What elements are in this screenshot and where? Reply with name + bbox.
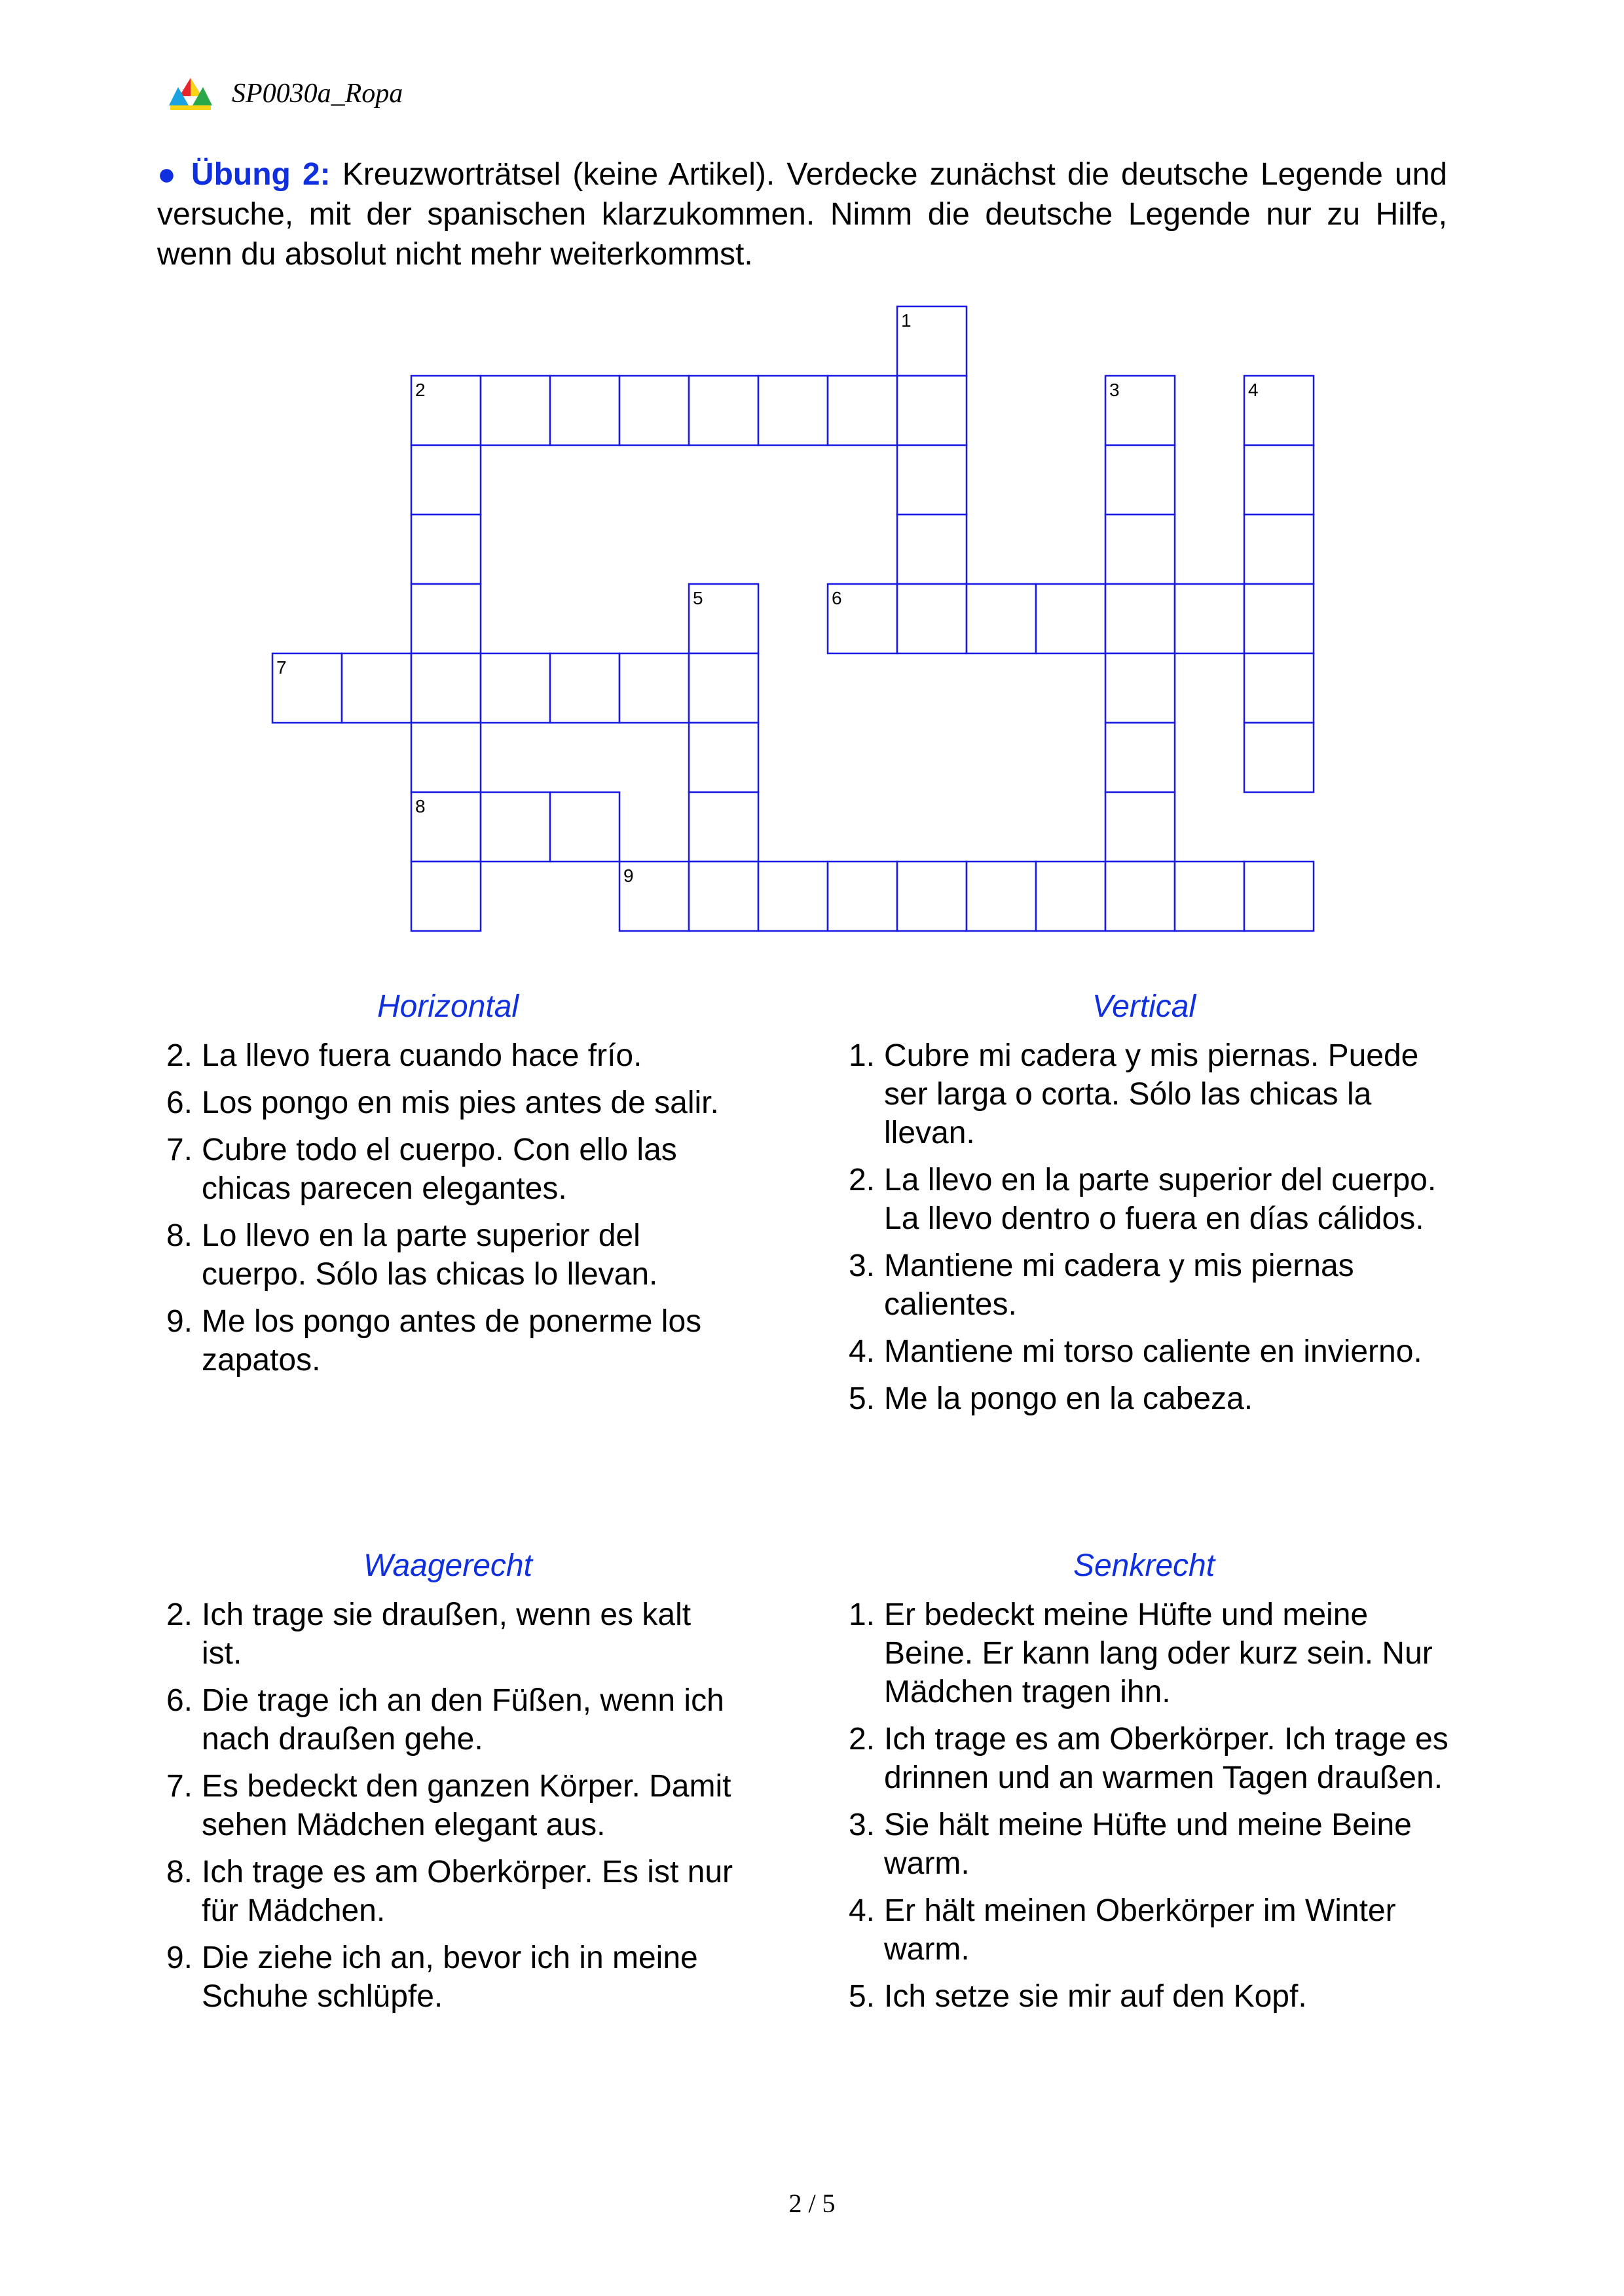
document-code: SP0030a_Ropa: [232, 79, 403, 109]
clue-number: 6.: [166, 1683, 193, 1718]
section-heading: Horizontal: [377, 989, 519, 1024]
clue-text: Er bedeckt meine Hüfte und meine Beine. Er kann lang oder kurz sein. Nur Mädchen tragen ihn.: [884, 1597, 1433, 1709]
clue-number: 2.: [166, 1597, 193, 1632]
clue-number: 4.: [848, 1334, 875, 1369]
clue-list: [157, 1595, 739, 2016]
crossword-cell[interactable]: [828, 376, 897, 445]
clue-item: [840, 1379, 1449, 1418]
exercise-instructions: [157, 155, 1447, 274]
bullet: ●: [157, 157, 179, 192]
crossword-cell[interactable]: [1105, 376, 1175, 445]
clue-number: 9.: [166, 1304, 193, 1339]
clue-number: 9.: [166, 1941, 193, 1975]
clue-text: Mantiene mi cadera y mis piernas calientes.: [884, 1248, 1354, 1322]
clue-number-label: 7: [276, 657, 287, 678]
crossword-cell[interactable]: [758, 862, 828, 931]
crossword-cell[interactable]: [1244, 515, 1314, 584]
crossword-cell[interactable]: [481, 376, 550, 445]
crossword-cell[interactable]: [1105, 584, 1175, 653]
crossword-cell[interactable]: [689, 584, 758, 653]
clue-text: Me los pongo antes de ponerme los zapatos.: [202, 1304, 702, 1377]
colorful-pyramids-logo-icon: [169, 77, 212, 111]
section-heading: Waagerecht: [363, 1548, 532, 1583]
clue-number: 2.: [848, 1722, 875, 1757]
clue-text: Me la pongo en la cabeza.: [884, 1381, 1253, 1416]
clue-text: Ich trage es am Oberkörper. Es ist nur für Mädchen.: [202, 1855, 733, 1928]
clue-item: [157, 1853, 739, 1930]
crossword-cell[interactable]: [967, 862, 1036, 931]
clue-text: Die ziehe ich an, bevor ich in meine Schuhe schlüpfe.: [202, 1941, 698, 2014]
clue-item: [840, 1161, 1449, 1238]
crossword-cell[interactable]: [619, 376, 689, 445]
crossword-cell[interactable]: [411, 862, 481, 931]
crossword-cell[interactable]: [481, 653, 550, 723]
crossword-cell[interactable]: [550, 792, 619, 862]
clue-item: [157, 1302, 739, 1379]
crossword-cell[interactable]: [689, 862, 758, 931]
clue-number: 7.: [166, 1769, 193, 1804]
instructions-text: Kreuzworträtsel (keine Artikel). Verdecke zunächst die deutsche Legende und versuche, mit der spanischen klarzukommen. Nimm die deutsche Legende nur zu Hilfe, wenn du absolut nicht mehr weiterkommst.: [157, 157, 1447, 272]
clue-item: [840, 1720, 1449, 1797]
clue-text: Ich trage sie draußen, wenn es kalt ist.: [202, 1597, 692, 1671]
crossword-cell[interactable]: [272, 653, 342, 723]
clue-text: La llevo en la parte superior del cuerpo. La llevo dentro o fuera en días cálidos.: [884, 1163, 1437, 1236]
crossword-cell[interactable]: [1244, 862, 1314, 931]
clue-list: [840, 1595, 1449, 2016]
crossword-cell[interactable]: [897, 376, 967, 445]
clue-number: 6.: [166, 1085, 193, 1120]
crossword-cell[interactable]: [1105, 862, 1175, 931]
section-heading: Senkrecht: [1073, 1548, 1215, 1583]
clue-text: Die trage ich an den Füßen, wenn ich nach draußen gehe.: [202, 1683, 724, 1757]
clue-number-label: 3: [1109, 380, 1120, 400]
clue-item: [157, 1216, 739, 1294]
clue-text: La llevo fuera cuando hace frío.: [202, 1038, 642, 1073]
page-number: 2 / 5: [788, 2189, 836, 2218]
crossword-cell[interactable]: [411, 584, 481, 653]
clue-number: 1.: [848, 1597, 875, 1632]
spanish-vertical-clues: [840, 987, 1449, 1427]
clue-number: 3.: [848, 1248, 875, 1283]
clue-number: 7.: [166, 1133, 193, 1167]
clue-text: Cubre todo el cuerpo. Con ello las chicas parecen elegantes.: [202, 1133, 677, 1206]
clue-item: [840, 1332, 1449, 1371]
crossword-cell[interactable]: [619, 862, 689, 931]
crossword-cell[interactable]: [828, 862, 897, 931]
clue-number-label: 9: [623, 866, 634, 886]
crossword-cell[interactable]: [967, 584, 1036, 653]
clue-text: Cubre mi cadera y mis piernas. Puede ser larga o corta. Sólo las chicas la llevan.: [884, 1038, 1419, 1150]
clue-item: [157, 1084, 739, 1122]
crossword-cell[interactable]: [897, 515, 967, 584]
crossword-cell[interactable]: [1244, 723, 1314, 792]
crossword-cell[interactable]: [481, 792, 550, 862]
clue-number: 2.: [848, 1163, 875, 1197]
clue-text: Lo llevo en la parte superior del cuerpo. Sólo las chicas lo llevan.: [202, 1218, 658, 1292]
crossword-cell[interactable]: [897, 584, 967, 653]
crossword-cell[interactable]: [689, 653, 758, 723]
crossword-cell[interactable]: [689, 792, 758, 862]
clue-text: Ich setze sie mir auf den Kopf.: [884, 1979, 1307, 2014]
crossword-cell[interactable]: [828, 584, 897, 653]
crossword-cell[interactable]: [411, 653, 481, 723]
crossword-cell[interactable]: [1036, 584, 1105, 653]
clue-item: [157, 1681, 739, 1758]
crossword-cell[interactable]: [758, 376, 828, 445]
clue-number: 5.: [848, 1381, 875, 1416]
crossword-cell[interactable]: [689, 723, 758, 792]
exercise-label: Übung 2:: [191, 157, 331, 192]
crossword-cell[interactable]: [1175, 584, 1244, 653]
crossword-cell[interactable]: [689, 376, 758, 445]
crossword-cell[interactable]: [411, 445, 481, 515]
section-heading: Vertical: [1092, 989, 1196, 1024]
clue-item: [840, 1806, 1449, 1883]
clue-number: 5.: [848, 1979, 875, 2014]
crossword-cell[interactable]: [1036, 862, 1105, 931]
clue-text: Es bedeckt den ganzen Körper. Damit sehen Mädchen elegant aus.: [202, 1769, 731, 1842]
crossword-cell[interactable]: [411, 376, 481, 445]
clue-text: Sie hält meine Hüfte und meine Beine warm.: [884, 1808, 1412, 1881]
clue-number-label: 4: [1248, 380, 1259, 400]
clue-number-label: 8: [415, 796, 426, 816]
crossword-cell[interactable]: [1244, 376, 1314, 445]
clue-number: 1.: [848, 1038, 875, 1073]
german-horizontal-clues: [157, 1546, 739, 2024]
clue-text: Er hält meinen Oberkörper im Winter warm.: [884, 1893, 1396, 1967]
clue-item: [840, 1247, 1449, 1324]
clue-text: Mantiene mi torso caliente en invierno.: [884, 1334, 1422, 1369]
clue-list: [840, 1036, 1449, 1418]
clue-number-label: 1: [901, 310, 912, 331]
crossword-cell[interactable]: [550, 653, 619, 723]
crossword-cell[interactable]: [897, 306, 967, 376]
clue-item: [157, 1767, 739, 1844]
crossword-cell[interactable]: [1175, 862, 1244, 931]
crossword-cell[interactable]: [897, 862, 967, 931]
crossword-cell[interactable]: [411, 792, 481, 862]
crossword-cell[interactable]: [411, 723, 481, 792]
crossword-cell[interactable]: [342, 653, 411, 723]
german-vertical-clues: [840, 1546, 1449, 2024]
spanish-horizontal-clues: [157, 987, 739, 1388]
clue-text: Ich trage es am Oberkörper. Ich trage es drinnen und an warmen Tagen draußen.: [884, 1722, 1449, 1795]
crossword-cell[interactable]: [1105, 653, 1175, 723]
clue-number: 3.: [848, 1808, 875, 1842]
clue-item: [157, 1939, 739, 2016]
crossword-cell[interactable]: [1105, 723, 1175, 792]
crossword-cell[interactable]: [1105, 515, 1175, 584]
clue-item: [157, 1131, 739, 1208]
clue-number: 8.: [166, 1855, 193, 1889]
crossword-cell[interactable]: [1244, 445, 1314, 515]
clue-item: [840, 1036, 1449, 1152]
crossword-cell[interactable]: [897, 445, 967, 515]
clue-item: [840, 1977, 1449, 2016]
page-header: [169, 71, 403, 117]
clue-text: Los pongo en mis pies antes de salir.: [202, 1085, 719, 1120]
clue-item: [840, 1891, 1449, 1969]
crossword-cell[interactable]: [1244, 584, 1314, 653]
crossword-cell[interactable]: [1105, 445, 1175, 515]
clue-item: [157, 1595, 739, 1673]
clue-number: 2.: [166, 1038, 193, 1073]
crossword-cell[interactable]: [550, 376, 619, 445]
crossword-cell[interactable]: [619, 653, 689, 723]
clue-list: [157, 1036, 739, 1379]
clue-number-label: 6: [832, 588, 842, 608]
clue-item: [840, 1595, 1449, 1711]
clue-number: 4.: [848, 1893, 875, 1928]
crossword-cell[interactable]: [411, 515, 481, 584]
clue-number: 8.: [166, 1218, 193, 1253]
clue-number-label: 2: [415, 380, 426, 400]
crossword-cell[interactable]: [1244, 653, 1314, 723]
clue-number-label: 5: [693, 588, 703, 608]
crossword-cell[interactable]: [1105, 792, 1175, 862]
clue-item: [157, 1036, 739, 1075]
